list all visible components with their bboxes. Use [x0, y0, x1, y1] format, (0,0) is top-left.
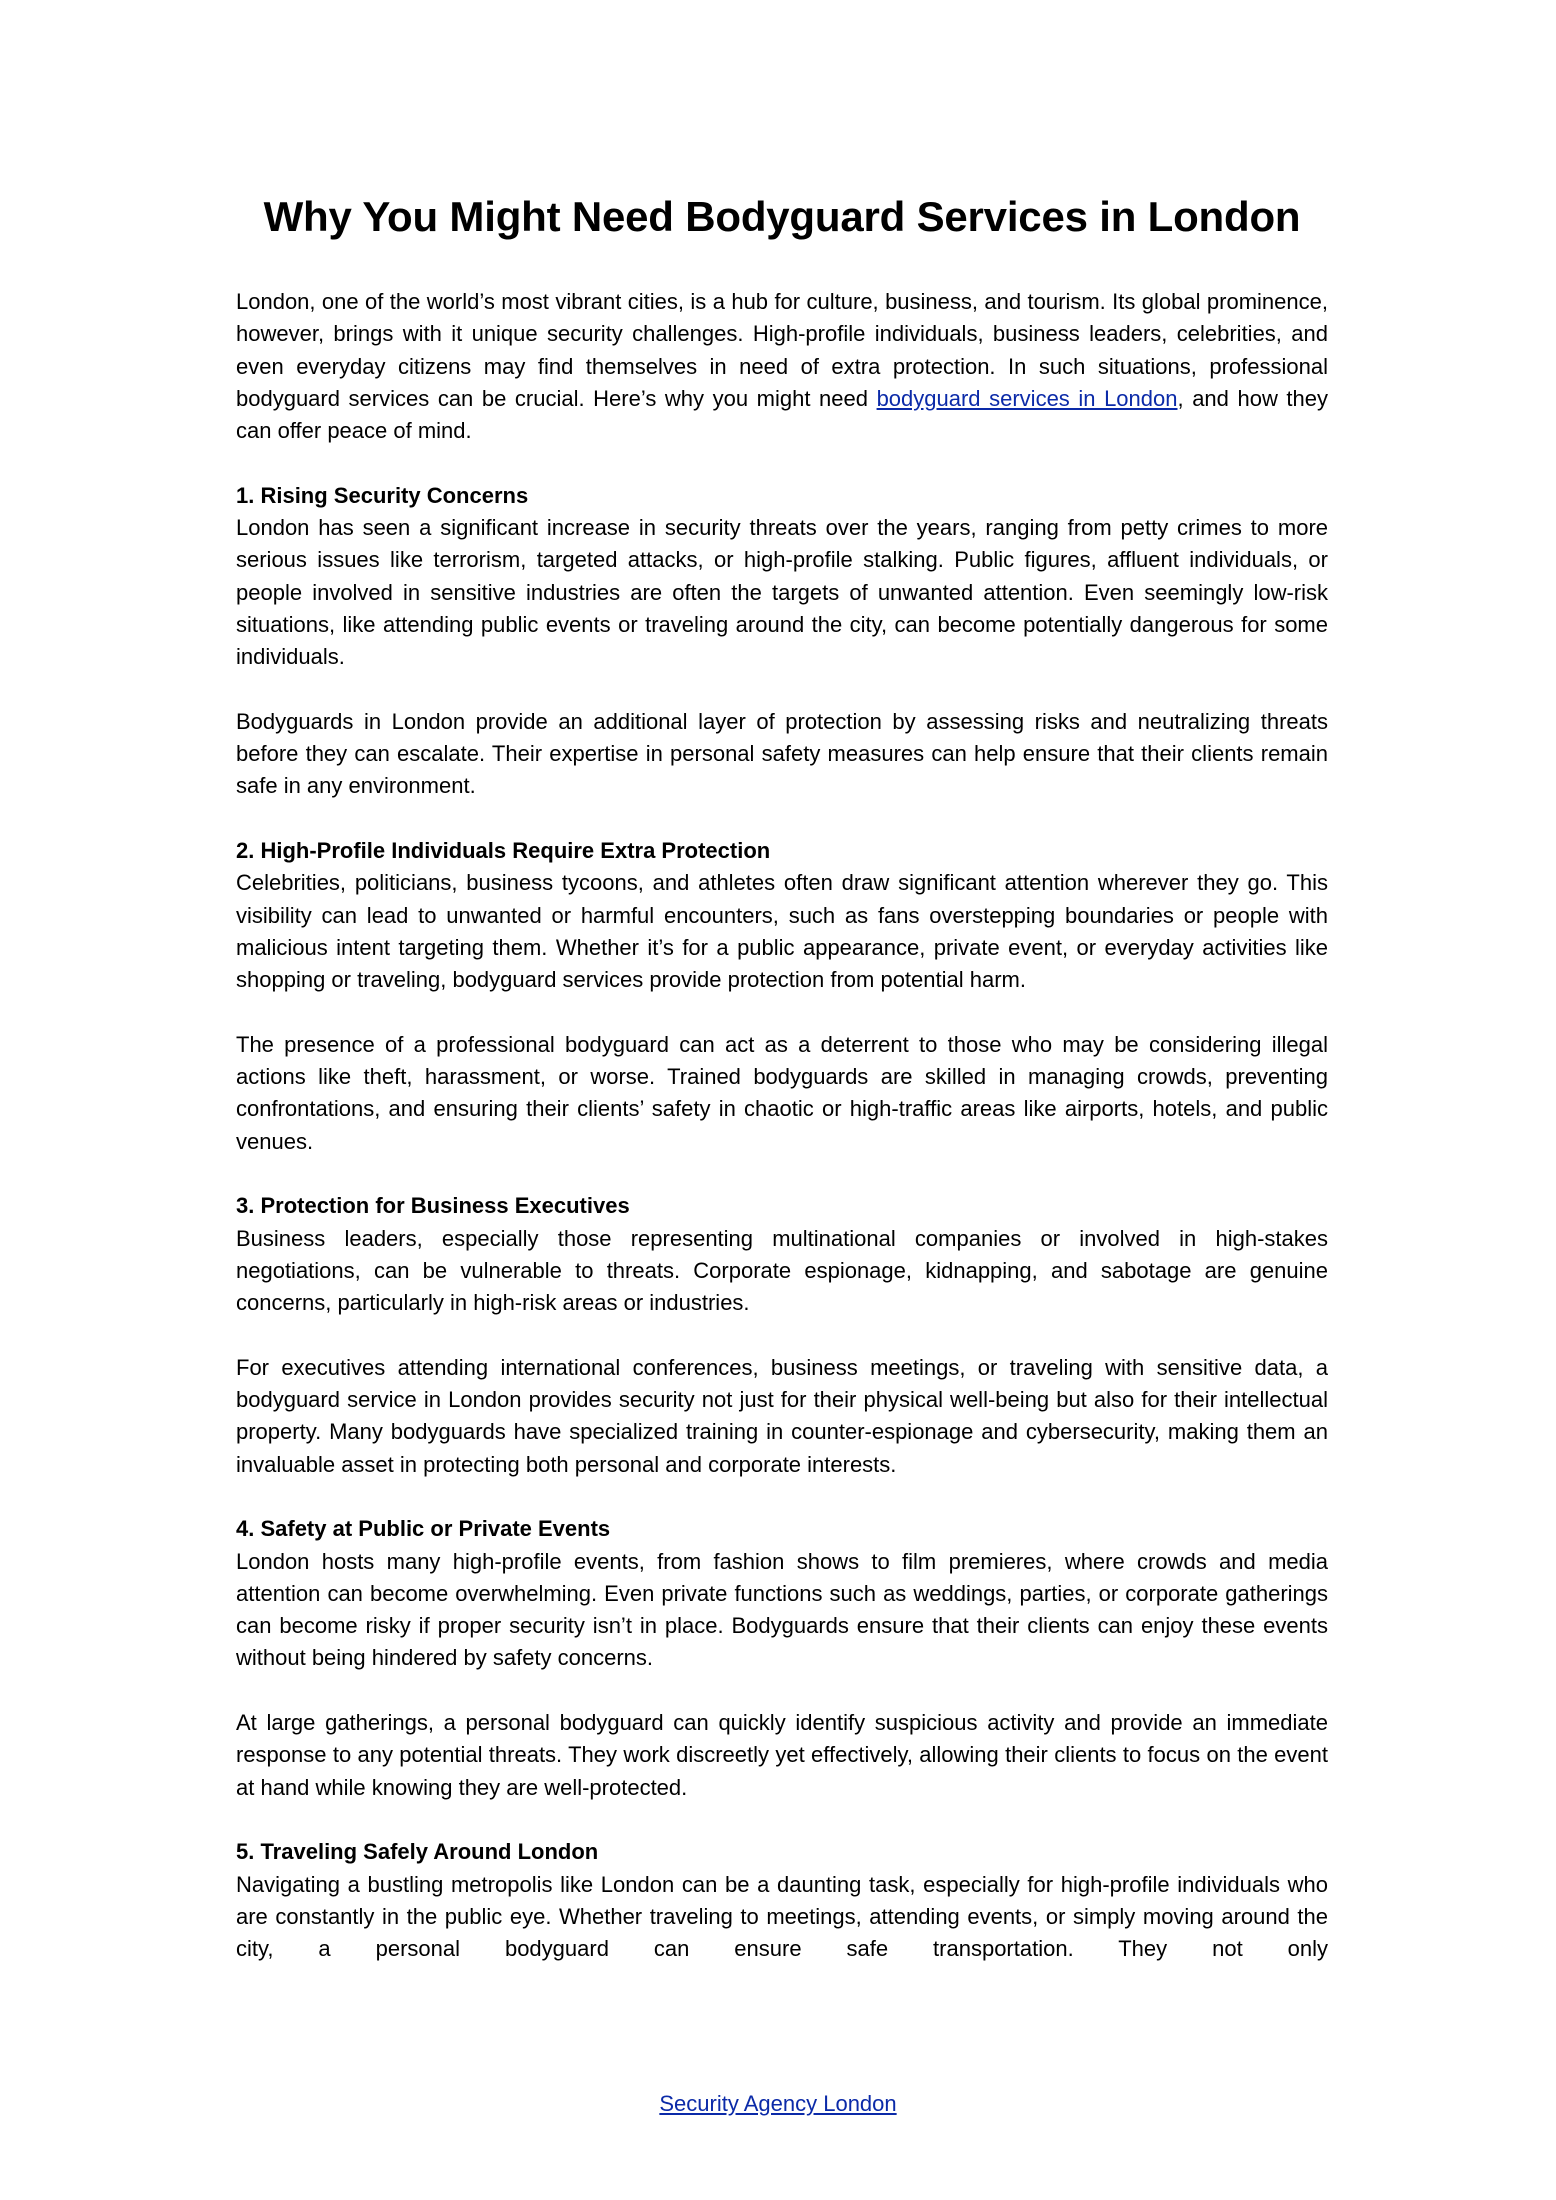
intro-text-end: , and how they can offer peace of mind.: [236, 385, 1328, 444]
section-paragraph: London has seen a significant increase in security threats over the years, ranging from petty crimes to more serious issues like terrorism, targeted attacks, or high-profile stalking. Public figures, affluent individuals, or people involved in sensitive industries are often the targets of unwanted attention. Even seemingly low-risk situations, like attending public events or traveling around the city, can become potentially dangerous for some individuals.: [236, 515, 1328, 670]
section-paragraph: Bodyguards in London provide an additional layer of protection by assessing risks and neutralizing threats before they can escalate. Their expertise in personal safety measures can help ensure that their clients remain safe in any environment.: [236, 708, 1328, 799]
intro-paragraph: [236, 286, 1328, 447]
section-paragraph: London hosts many high-profile events, from fashion shows to film premieres, where crowds and media attention can become overwhelming. Even private functions such as weddings, parties, or corporate gatherings can become risky if proper security isn’t in place. Bodyguards ensure that their clients can enjoy these events without being hindered by safety concerns.: [236, 1548, 1328, 1671]
page-title: Why You Might Need Bodyguard Services in London: [263, 193, 1301, 240]
security-agency-london-link[interactable]: Security Agency London: [659, 2091, 897, 2116]
bodyguard-services-link[interactable]: bodyguard services in London: [876, 385, 1178, 411]
section-heading: 5. Traveling Safely Around London: [236, 1839, 599, 1865]
page-footer: [0, 2088, 1556, 2120]
document-page: [236, 186, 1328, 1965]
section-paragraph: Celebrities, politicians, business tycoons, and athletes often draw significant attention wherever they go. This visibility can lead to unwanted or harmful encounters, such as fans overstepping boundaries or people with malicious intent targeting them. Whether it’s for a public appearance, private event, or everyday activities like shopping or traveling, bodyguard services provide protection from potential harm.: [236, 870, 1328, 993]
section-heading: 1. Rising Security Concerns: [236, 482, 529, 508]
section-heading: 3. Protection for Business Executives: [236, 1193, 630, 1219]
section-paragraph: For executives attending international conferences, business meetings, or traveling with sensitive data, a bodyguard service in London provides security not just for their physical well-being but also for their intellectual property. Many bodyguards have specialized training in counter-espionage and cybersecurity, making them an invaluable asset in protecting both personal and corporate interests.: [236, 1354, 1328, 1477]
section-heading: 2. High-Profile Individuals Require Extra Protection: [236, 838, 771, 864]
section-paragraph: Navigating a bustling metropolis like London can be a daunting task, especially for high-profile individuals who are constantly in the public eye. Whether traveling to meetings, attending events, or simply moving around the city, a personal bodyguard can ensure safe transportation. They not only: [236, 1871, 1328, 1962]
section-paragraph: At large gatherings, a personal bodyguard can quickly identify suspicious activity and provide an immediate response to any potential threats. They work discreetly yet effectively, allowing their clients to focus on the event at hand while knowing they are well-protected.: [236, 1710, 1328, 1800]
section-paragraph: Business leaders, especially those representing multinational companies or involved in high-stakes negotiations, can be vulnerable to threats. Corporate espionage, kidnapping, and sabotage are genuine concerns, particularly in high-risk areas or industries.: [236, 1225, 1328, 1316]
section-heading: 4. Safety at Public or Private Events: [236, 1516, 611, 1542]
section-paragraph: The presence of a professional bodyguard can act as a deterrent to those who may be considering illegal actions like theft, harassment, or worse. Trained bodyguards are skilled in managing crowds, preventing confrontations, and ensuring their clients’ safety in chaotic or high-traffic areas like airports, hotels, and public venues.: [236, 1031, 1328, 1154]
intro-text: London, one of the world’s most vibrant cities, is a hub for culture, business, and tourism. Its global prominence, however, brings with it unique security challenges. High-profile individuals, business leaders, celebrities, and even everyday citizens may find themselves in need of extra protection. In such situations, professional bodyguard services can be crucial. Here’s why you might need: [236, 289, 1328, 411]
